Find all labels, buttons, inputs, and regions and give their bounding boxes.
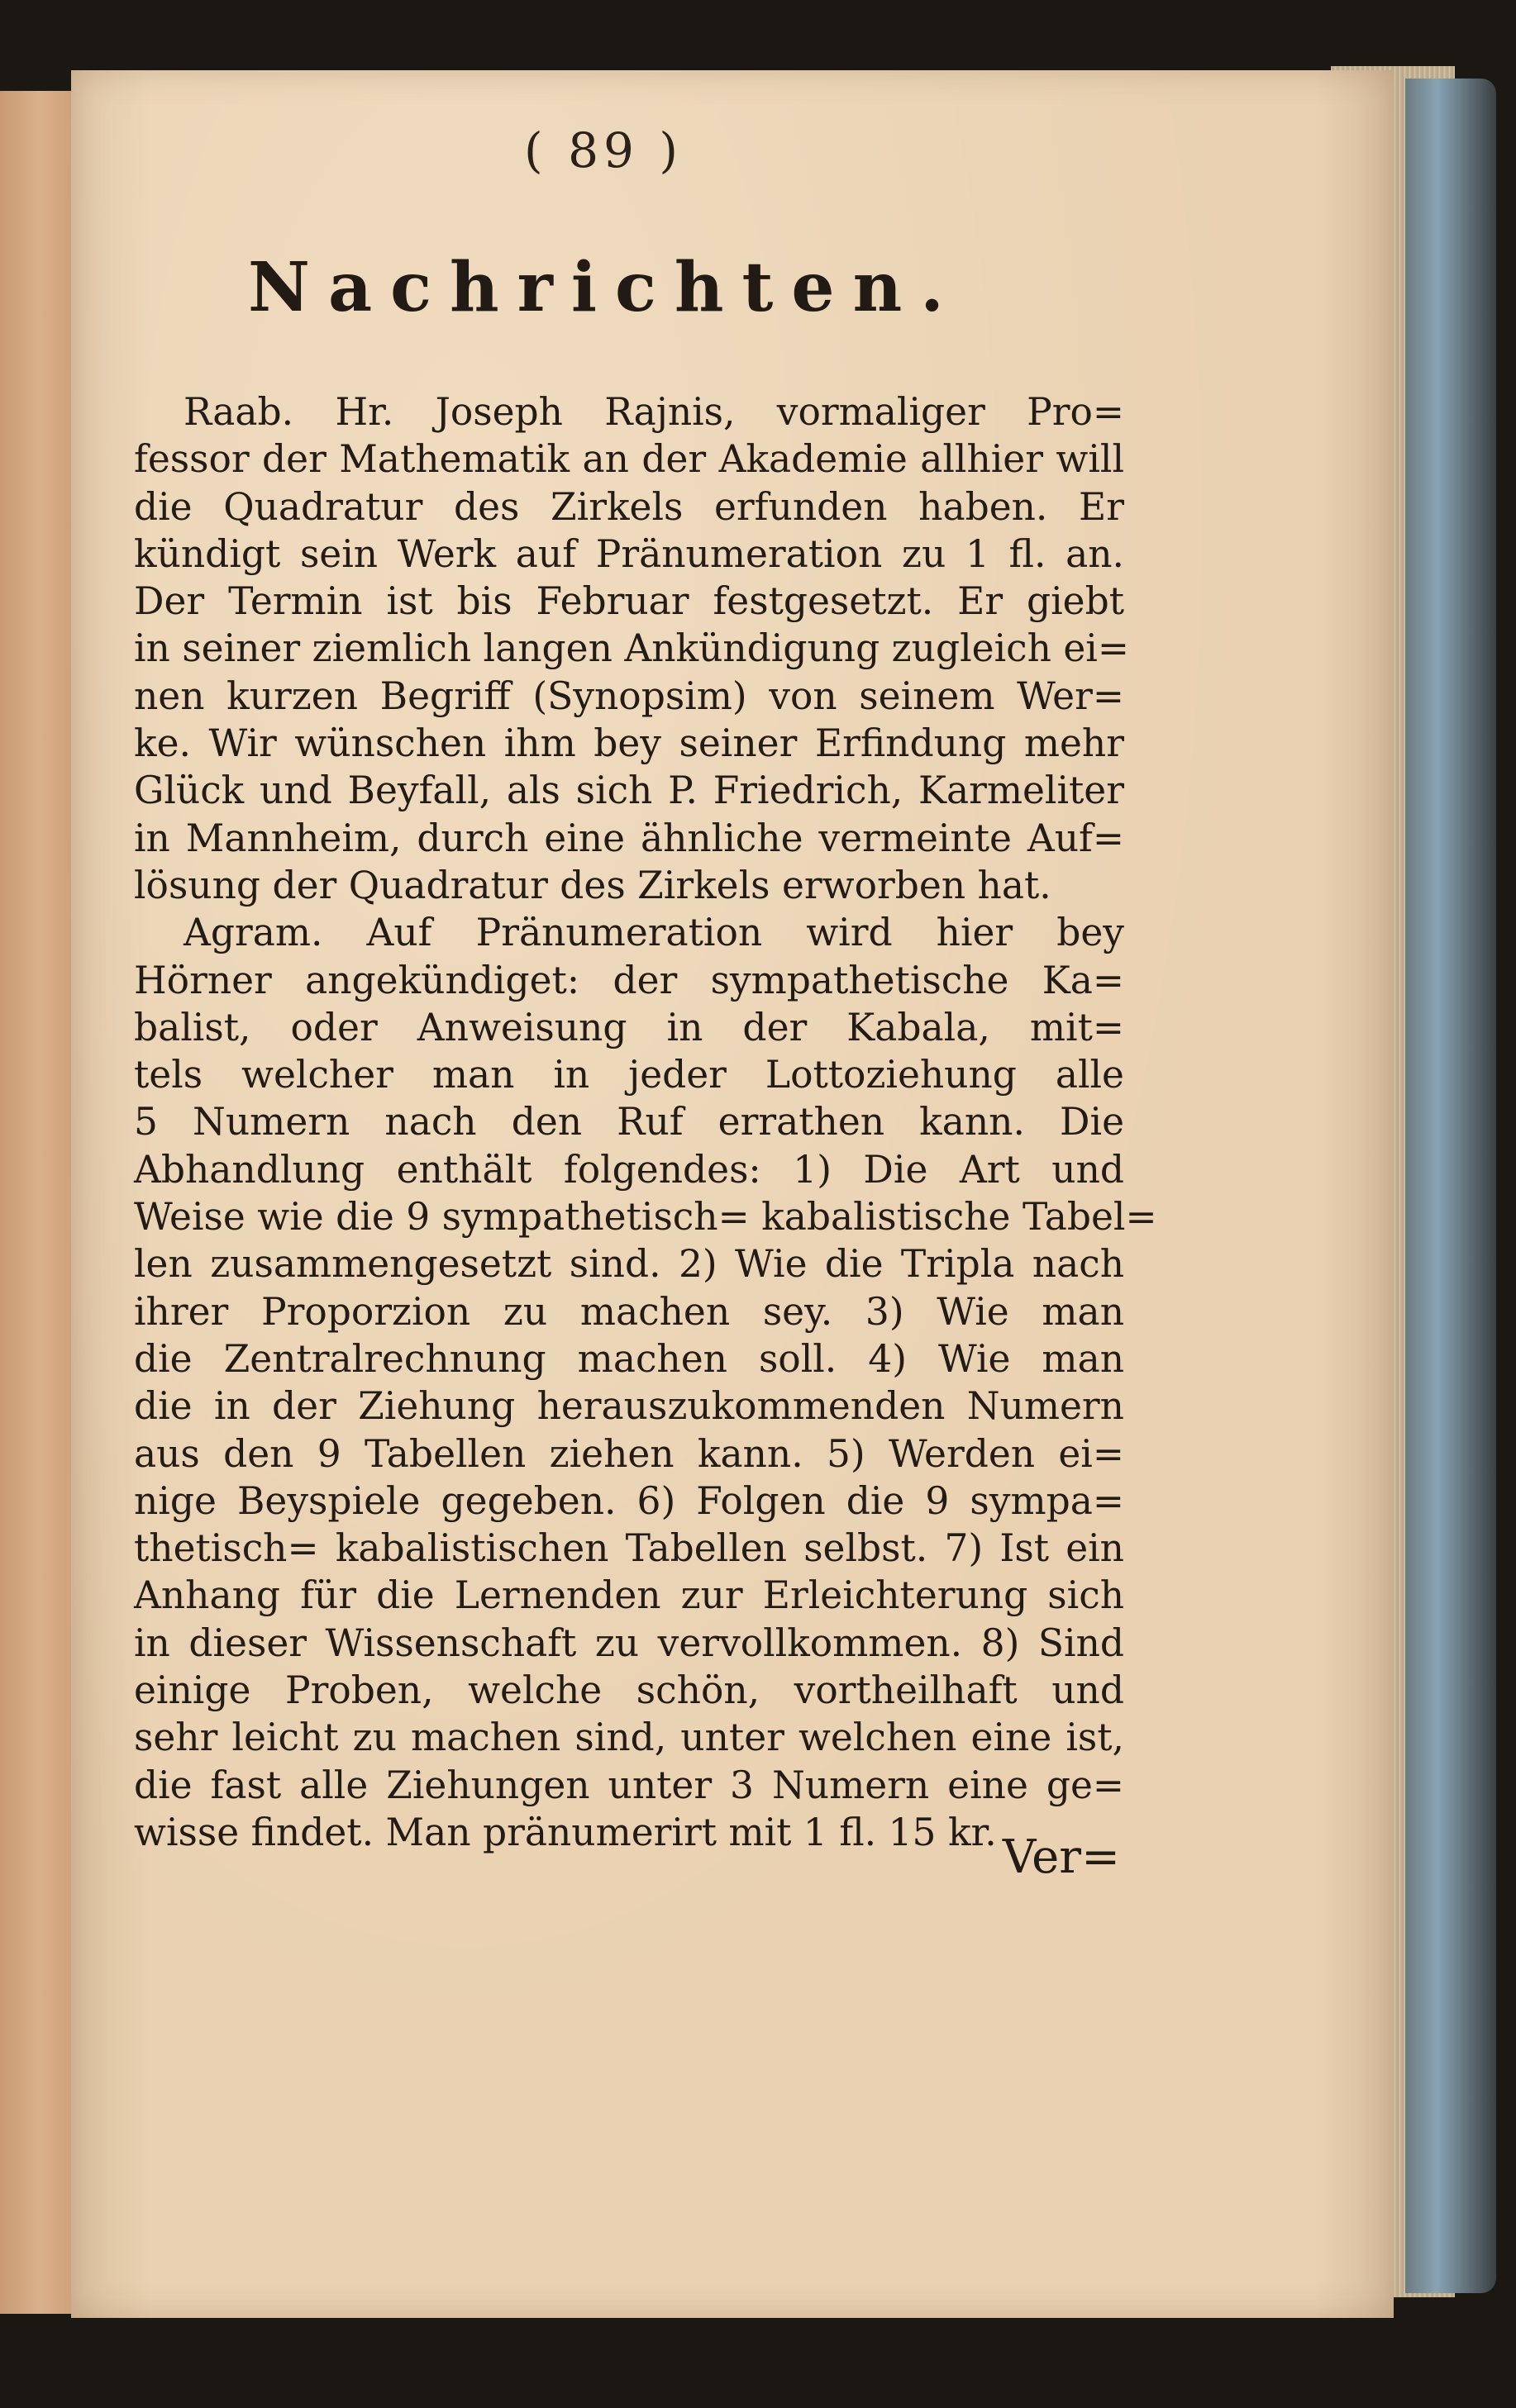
text-line: ihrer Proporzion zu machen sey. 3) Wie man <box>134 1289 1124 1334</box>
text-line: balist, oder Anweisung in der Kabala, mit= <box>134 1005 1124 1049</box>
text-line: die in der Ziehung herauszukommenden Numern <box>134 1384 1124 1429</box>
text-line: 5 Numern nach den Ruf errathen kann. Die <box>134 1100 1124 1145</box>
page-heading: Nachrichten. <box>248 248 962 327</box>
text-line: Anhang für die Lernenden zur Erleichterung sich <box>134 1573 1124 1618</box>
text-line: Der Termin ist bis Februar festgesetzt. Er giebt <box>134 579 1124 624</box>
text-line: in Mannheim, durch eine ähnliche vermeinte Auf= <box>134 816 1124 860</box>
text-line: die Zentralrechnung machen soll. 4) Wie man <box>134 1336 1124 1381</box>
text-line: nen kurzen Begriff (Synopsim) von seinem Wer= <box>134 673 1124 718</box>
text-line: Glück und Beyfall, als sich P. Friedrich, Karmeliter <box>134 769 1124 813</box>
text-line: thetisch= kabalistischen Tabellen selbst. 7) Ist ein <box>134 1526 1124 1571</box>
text-line: in seiner ziemlich langen Ankündigung zugleich ei= <box>134 626 1129 671</box>
text-line: einige Proben, welche schön, vortheilhaft und <box>134 1668 1124 1713</box>
page-number: ( 89 ) <box>524 122 683 178</box>
text-line: die fast alle Ziehungen unter 3 Numern eine ge= <box>134 1763 1124 1807</box>
book-cover-edge <box>1405 79 1496 2293</box>
text-line: tels welcher man in jeder Lottoziehung alle <box>134 1053 1124 1097</box>
text-line: aus den 9 Tabellen ziehen kann. 5) Werden ei= <box>134 1431 1124 1476</box>
text-line: nige Beyspiele gegeben. 6) Folgen die 9 sympa= <box>134 1478 1124 1523</box>
text-line: Agram. Auf Pränumeration wird hier bey <box>184 911 1124 955</box>
catchword: Ver= <box>1002 1830 1120 1884</box>
text-line: len zusammengesetzt sind. 2) Wie die Tripla nach <box>134 1242 1124 1287</box>
text-line: ke. Wir wünschen ihm bey seiner Erfindung mehr <box>134 721 1124 766</box>
text-line: Hörner angekündiget: der sympathetische Ka= <box>134 958 1124 1002</box>
text-line: sehr leicht zu machen sind, unter welchen eine ist, <box>134 1716 1124 1760</box>
text-line: Weise wie die 9 sympathetisch= kabalistische Tabel= <box>134 1195 1157 1240</box>
text-line: die Quadratur des Zirkels erfunden haben. Er <box>134 484 1124 529</box>
facing-page-edge <box>0 91 74 2314</box>
text-line: lösung der Quadratur des Zirkels erworben hat. <box>134 863 1051 907</box>
text-line: Abhandlung enthält folgendes: 1) Die Art und <box>134 1147 1124 1192</box>
body-text <box>134 388 1157 1856</box>
text-line: kündigt sein Werk auf Pränumeration zu 1 fl. an. <box>134 531 1124 576</box>
text-line: Raab. Hr. Joseph Rajnis, vormaliger Pro= <box>184 390 1124 434</box>
text-line: wisse findet. Man pränumerirt mit 1 fl. 15 kr. <box>134 1810 997 1854</box>
text-line: fessor der Mathematik an der Akademie allhier will <box>134 437 1124 482</box>
text-line: in dieser Wissenschaft zu vervollkommen. 8) Sind <box>134 1620 1124 1665</box>
